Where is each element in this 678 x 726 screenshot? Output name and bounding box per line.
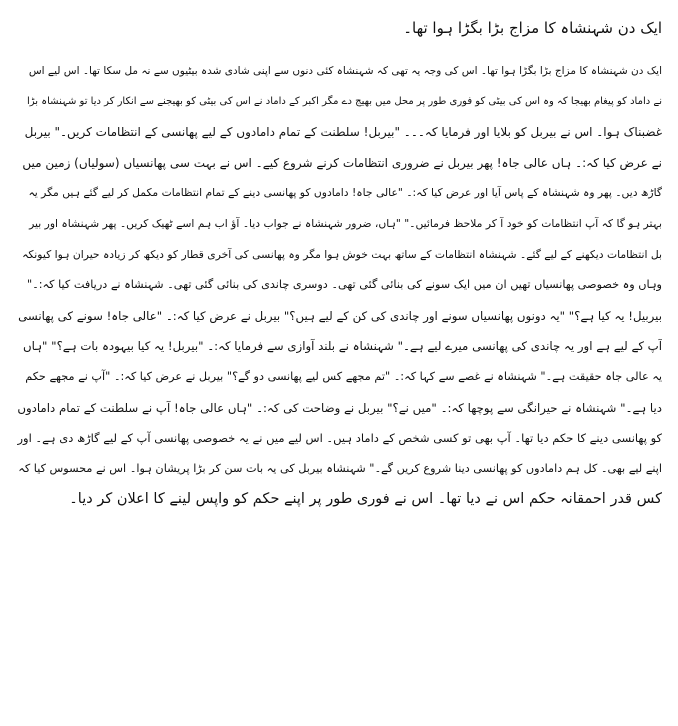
text-line: گاڑھ دیں۔ پھر وہ شہنشاہ کے پاس آیا اور عرض کیا کہ:۔ "عالی جاہ! دامادوں کو پھانسی دینے کے تمام انتظامات مکمل کر لیے گئے ہیں مگر یہ <box>28 186 662 200</box>
text-line: کس قدر احمقانہ حکم اس نے دیا تھا۔ اس نے فوری طور پر اپنے حکم کو واپس لینے کا اعلان کر دیا۔ <box>69 491 662 508</box>
text-line: نے عرض کیا کہ:۔ ہاں عالی جاہ! پھر بیربل نے ضروری انتظامات کرنے شروع کیے۔ اس نے بہت سی پھانسیاں (سولیاں) زمین میں <box>22 155 662 170</box>
text-line: اپنے لیے بھی۔ کل ہم دامادوں کو پھانسی دینا شروع کریں گے۔" شہنشاہ بیربل کی یہ بات سن کر بڑا پریشان ہوا۔ اس نے محسوس کیا کہ <box>18 461 662 475</box>
text-line: کو پھانسی دینے کا حکم دیا تھا۔ آپ بھی تو کسی شخص کے داماد ہیں۔ اس لیے میں نے یہ خصوصی پھانسی آپ کے لیے گاڑھ دی ہے۔ اور <box>17 431 662 446</box>
text-line: غضبناک ہوا۔ اس نے بیربل کو بلایا اور فرمایا کہ۔۔۔ "بیربل! سلطنت کے تمام دامادوں کے لیے پھانسی کے انتظامات کریں۔" بیربل <box>24 125 662 140</box>
text-line: آپ کے لیے ہے اور یہ چاندی کی پھانسی میرے لیے ہے۔" شہنشاہ نے بلند آوازی سے فرمایا کہ:۔ "بیربل! یہ کیا بیہودہ بات ہے؟" "ہاں <box>22 339 662 354</box>
story-text <box>16 56 662 515</box>
text-line: ایک دن شہنشاہ کا مزاج بڑا بگڑا ہوا تھا۔ اس کی وجہ یہ تھی کہ شہنشاہ کئی دنوں سے اپنی شادی شدہ بیٹیوں سے نہ مل سکا تھا۔ اس لیے اس <box>28 65 662 77</box>
text-line: وہاں وہ خصوصی پھانسیاں تھیں ان میں ایک سونے کی بنائی گئی تھی۔ دوسری چاندی کی بنائی گئی تھی۔ شہنشاہ نے دریافت کیا کہ:۔" <box>27 278 662 292</box>
page-title: ایک دن شہنشاہ کا مزاج بڑا بگڑا ہوا تھا۔ <box>403 19 662 37</box>
text-line: نے داماد کو پیغام بھیجا کہ وہ اس کی بیٹی کو فوری طور پر محل میں بھیج دے مگر اکبر کے داماد نے اس کی بیٹی کو بھیجنے سے انکار کر دیا تو شہنشاہ بڑا <box>27 95 662 107</box>
text-line: دیا ہے۔" شہنشاہ نے حیرانگی سے پوچھا کہ:۔ "میں نے؟" بیربل نے وضاحت کی کہ:۔ "ہاں عالی جاہ! آپ نے سلطنت کے تمام دامادوں <box>17 400 662 415</box>
text-line: بل انتظامات دیکھنے کے لیے گئے۔ شہنشاہ انتظامات کے ساتھ بہت خوش ہوا مگر وہ پھانسی کی آخری قطار کو دیکھ کر زیادہ حیران ہوا کیونکہ <box>22 247 662 261</box>
text-line: بہتر ہو گا کہ آپ انتظامات کو خود آ کر ملاحظ فرمائیں۔" "ہاں، ضرور شہنشاہ نے جواب دیا۔ آؤ اب ہم اسے ٹھیک کریں۔ پھر شہنشاہ اور بیر <box>29 216 662 230</box>
text-line: بیربیل! یہ کیا ہے؟" "یہ دونوں پھانسیاں سونے اور چاندی کی کن کے لیے ہیں؟" بیربل نے عرض کیا کہ:۔ "عالی جاہ! سونے کی پھانسی <box>18 308 662 323</box>
text-line: یہ عالی جاہ حقیقت ہے۔" شہنشاہ نے غصے سے کہا کہ:۔ "تم مجھے کس لیے پھانسی دو گے؟" بیربل نے عرض کیا کہ:۔ "آپ نے مجھے حکم <box>25 369 662 383</box>
